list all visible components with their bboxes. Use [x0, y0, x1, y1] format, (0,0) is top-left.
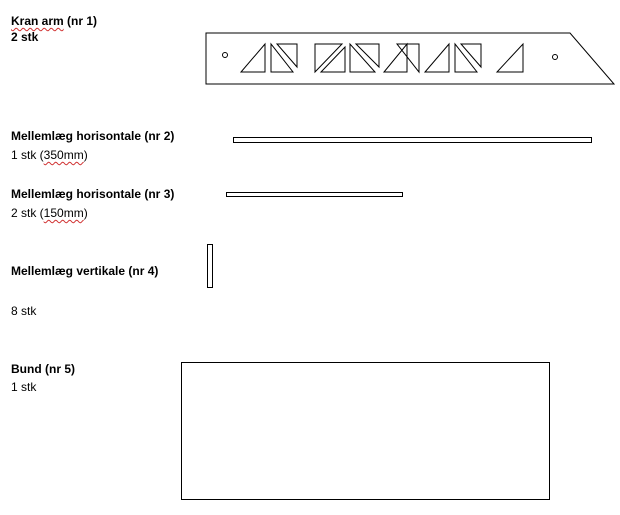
- crane-arm-hole-left: [223, 53, 228, 58]
- part-2-title: Mellemlæg horisontale (nr 2): [11, 129, 175, 143]
- truss-cutout: [315, 44, 342, 72]
- crane-arm-drawing: [205, 30, 617, 86]
- part-1-title-word: Kran arm: [11, 14, 64, 28]
- spacer-horizontal-350: [233, 137, 592, 143]
- part-1-qty: 2 stk: [11, 30, 39, 44]
- base-plate: [181, 362, 550, 500]
- crane-arm-hole-right: [553, 55, 558, 60]
- truss-cutout: [384, 44, 407, 72]
- part-1-title-rest: (nr 1): [63, 14, 98, 28]
- truss-cutout: [350, 44, 375, 72]
- part-2-qty-suffix: ): [83, 148, 88, 162]
- part-2-qty-prefix: 1 stk (: [11, 148, 44, 162]
- part-2-qty: [11, 148, 88, 163]
- truss-cutout: [241, 44, 265, 72]
- part-3-qty: [11, 206, 88, 221]
- spacer-vertical: [207, 244, 213, 288]
- part-5-title: Bund (nr 5): [11, 362, 75, 376]
- truss-cutout: [321, 47, 345, 72]
- part-1-title: [11, 14, 97, 29]
- part-4-title: Mellemlæg vertikale (nr 4): [11, 264, 159, 278]
- truss-cutout: [497, 44, 523, 72]
- crane-arm-truss: [241, 44, 523, 72]
- part-5-qty: 1 stk: [11, 380, 37, 394]
- crane-arm-svg: [205, 30, 617, 86]
- spacer-horizontal-150: [226, 192, 403, 197]
- part-3-title: Mellemlæg horisontale (nr 3): [11, 187, 175, 201]
- truss-cutout: [425, 44, 449, 72]
- part-3-qty-suffix: ): [83, 206, 88, 220]
- part-2-qty-dim: 350mm: [43, 148, 84, 162]
- part-3-qty-dim: 150mm: [43, 206, 84, 220]
- part-3-qty-prefix: 2 stk (: [11, 206, 44, 220]
- truss-cutout: [397, 44, 419, 72]
- part-4-qty: 8 stk: [11, 304, 37, 318]
